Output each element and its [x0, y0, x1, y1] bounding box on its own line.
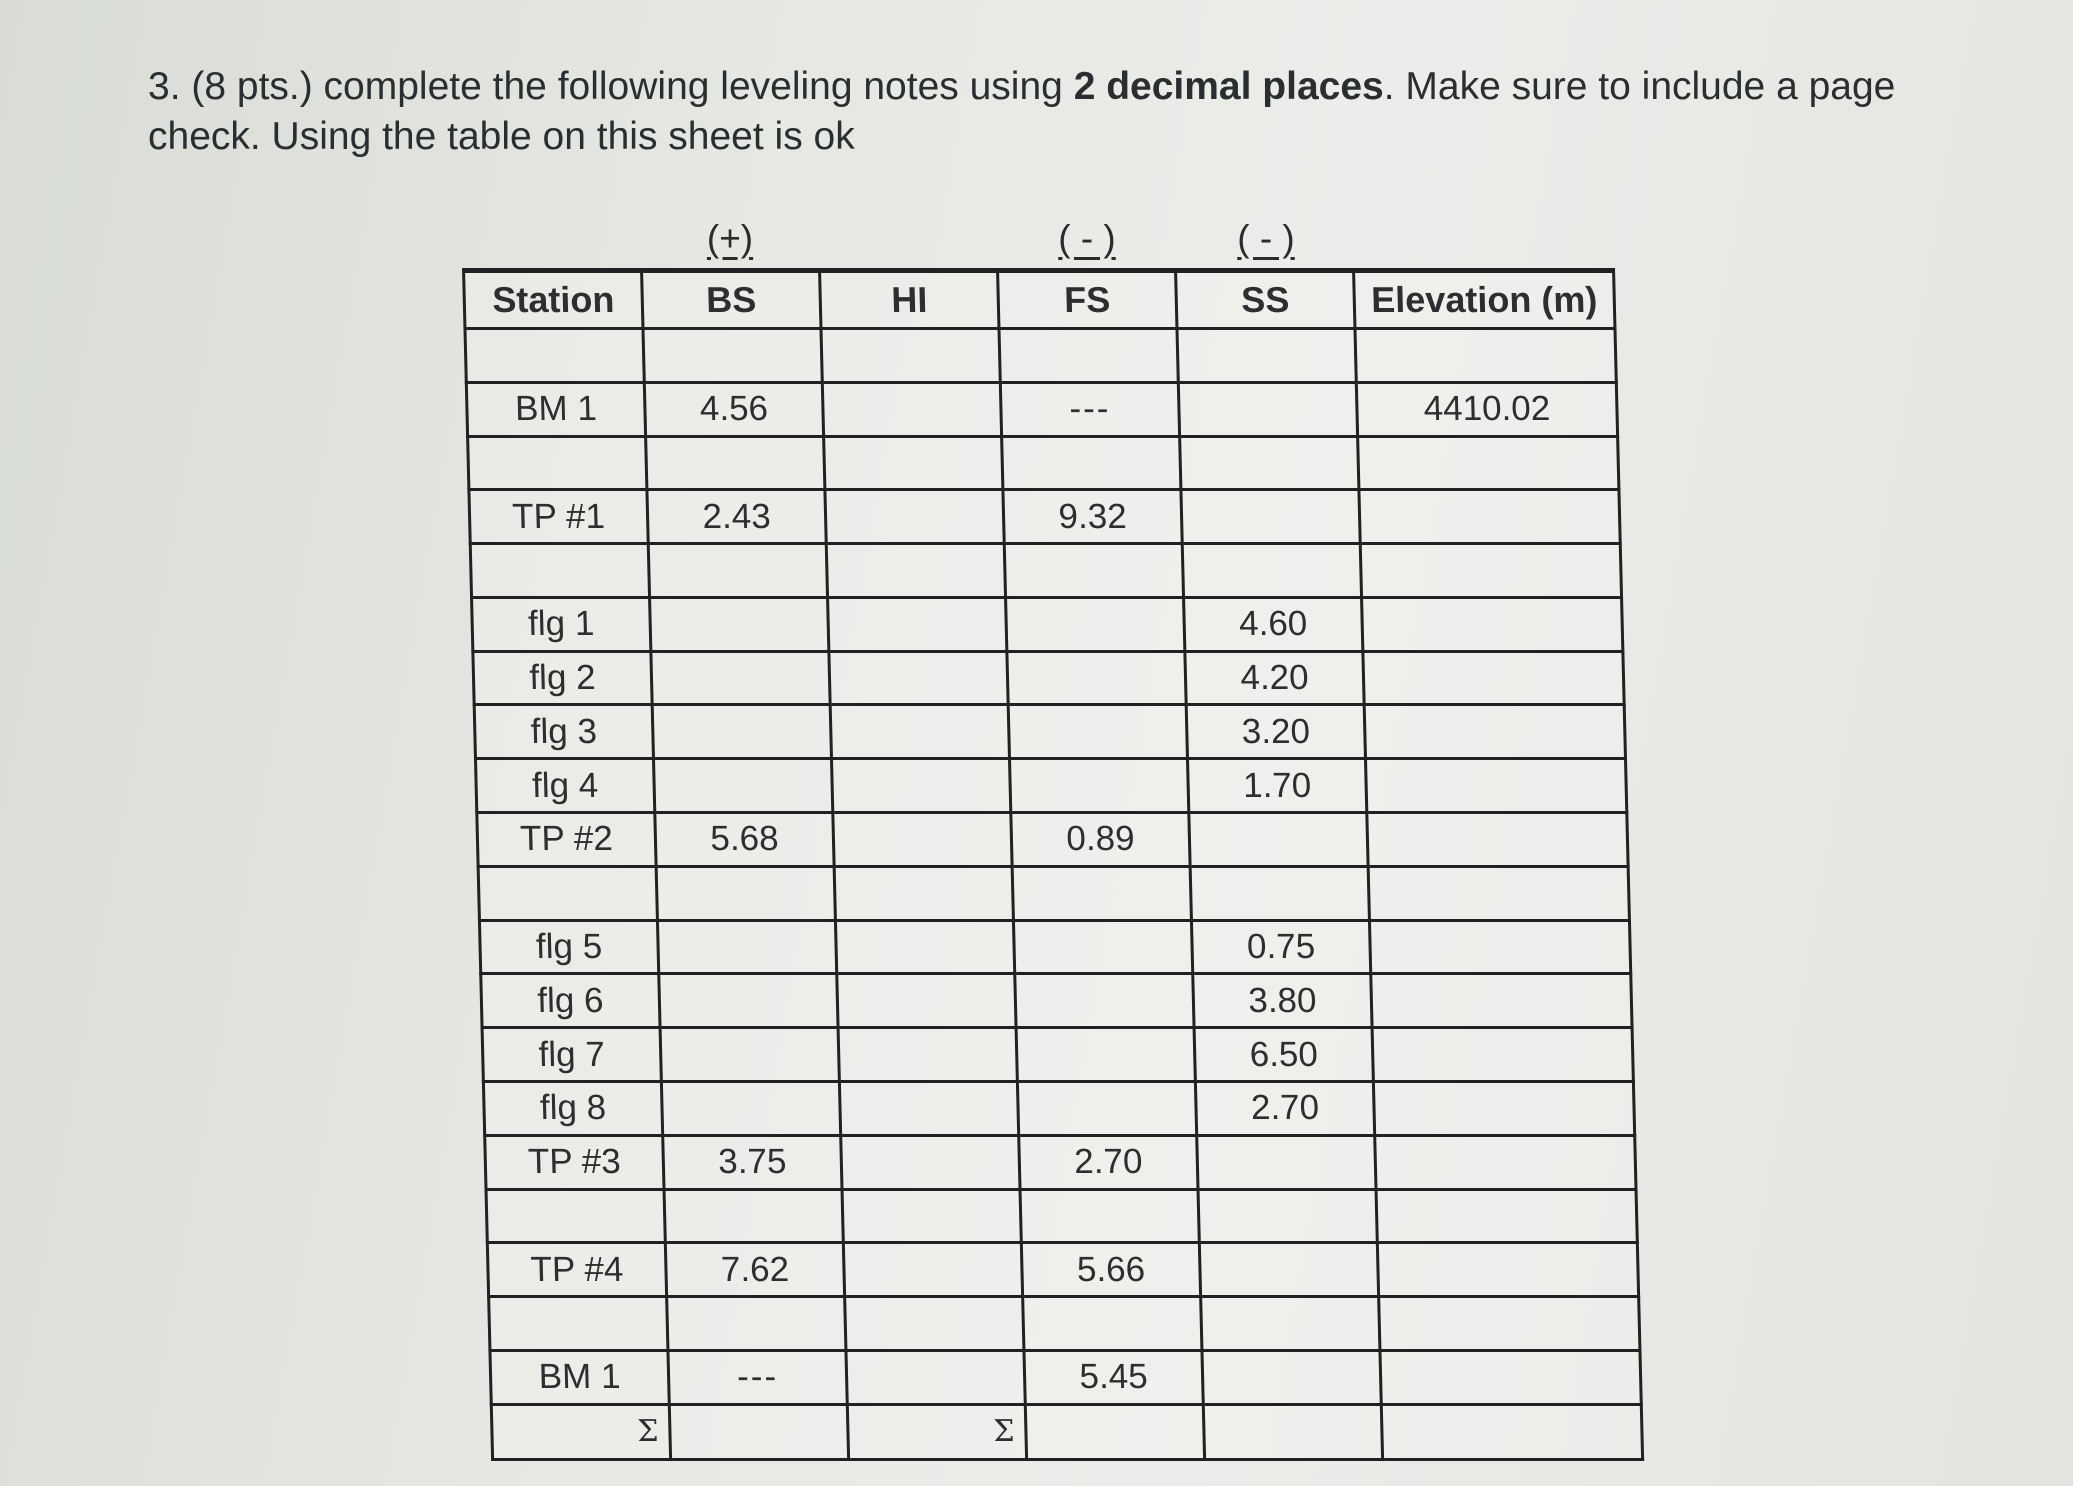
sum-row	[491, 1404, 1642, 1459]
cell-bs[interactable]: 3.75	[663, 1135, 842, 1189]
header-hi: HI	[820, 271, 999, 329]
cell-station[interactable]: flg 3	[474, 705, 653, 759]
cell-station[interactable]: TP #2	[477, 813, 656, 867]
cell-bs[interactable]	[646, 436, 825, 490]
table-row	[473, 651, 1624, 705]
cell-ss[interactable]: 2.70	[1195, 1081, 1374, 1135]
cell-fs[interactable]	[1016, 1028, 1195, 1082]
table-row	[486, 1189, 1637, 1243]
cell-station[interactable]	[468, 436, 647, 490]
table-body	[465, 329, 1643, 1460]
cell-fs[interactable]	[1013, 920, 1192, 974]
sum-ss-value[interactable]	[1203, 1404, 1382, 1459]
cell-elevation[interactable]	[1367, 813, 1628, 867]
cell-station[interactable]: flg 5	[479, 920, 658, 974]
cell-hi[interactable]	[846, 1350, 1025, 1404]
cell-bs[interactable]	[653, 759, 832, 813]
cell-elevation[interactable]	[1369, 920, 1630, 974]
cell-elevation[interactable]	[1359, 490, 1620, 544]
cell-station[interactable]: TP #4	[487, 1243, 666, 1297]
cell-bs[interactable]	[657, 920, 836, 974]
cell-ss[interactable]	[1182, 544, 1361, 598]
cell-station[interactable]: TP #3	[485, 1135, 664, 1189]
leveling-notes-table	[462, 268, 1644, 1461]
cell-bs[interactable]	[667, 1297, 846, 1351]
table-row	[469, 490, 1620, 544]
cell-fs[interactable]: 9.32	[1003, 490, 1182, 544]
cell-elevation[interactable]	[1379, 1297, 1640, 1351]
header-elevation: Elevation (m)	[1354, 271, 1615, 329]
table-row	[481, 974, 1632, 1028]
sum-fs-label: Σ	[847, 1404, 1026, 1459]
header-bs: BS	[642, 271, 821, 329]
cell-fs[interactable]	[1009, 759, 1188, 813]
cell-station[interactable]	[465, 329, 644, 383]
table-row	[479, 920, 1630, 974]
cell-hi[interactable]	[831, 759, 1010, 813]
cell-ss[interactable]	[1199, 1243, 1378, 1297]
cell-fs[interactable]	[1006, 597, 1185, 651]
cell-hi[interactable]	[843, 1243, 1022, 1297]
table-row	[466, 382, 1617, 436]
sum-bs-value[interactable]	[669, 1404, 848, 1459]
cell-fs[interactable]: 5.45	[1024, 1350, 1203, 1404]
cell-bs[interactable]	[652, 705, 831, 759]
table-row	[465, 329, 1616, 383]
table-row	[489, 1297, 1640, 1351]
cell-ss[interactable]: 3.80	[1193, 974, 1372, 1028]
cell-ss[interactable]	[1197, 1135, 1376, 1189]
cell-bs[interactable]	[661, 1081, 840, 1135]
cell-fs[interactable]	[1007, 651, 1186, 705]
bs-sign: (+)	[706, 218, 754, 259]
sum-fs-value[interactable]	[1025, 1404, 1204, 1459]
question-lead: 3. (8 pts.) complete the following leveling notes using	[148, 65, 1074, 108]
cell-ss[interactable]: 1.70	[1187, 759, 1366, 813]
cell-hi[interactable]	[822, 382, 1001, 436]
fs-sign: ( - )	[1058, 218, 1116, 259]
cell-fs[interactable]	[1002, 436, 1181, 490]
cell-elevation[interactable]	[1360, 544, 1621, 598]
table-row	[482, 1028, 1633, 1082]
cell-bs[interactable]	[650, 597, 829, 651]
cell-ss[interactable]	[1201, 1297, 1380, 1351]
cell-fs[interactable]	[1015, 974, 1194, 1028]
cell-ss[interactable]	[1189, 813, 1368, 867]
cell-bs[interactable]	[664, 1189, 843, 1243]
header-station: Station	[464, 271, 643, 329]
cell-hi[interactable]	[839, 1081, 1018, 1135]
cell-station[interactable]: flg 2	[473, 651, 652, 705]
cell-bs[interactable]	[651, 651, 830, 705]
cell-station[interactable]: flg 4	[475, 759, 654, 813]
cell-hi[interactable]	[829, 651, 1008, 705]
cell-station[interactable]: flg 7	[482, 1028, 661, 1082]
cell-elevation[interactable]	[1363, 651, 1624, 705]
table-row	[468, 436, 1619, 490]
cell-elevation[interactable]	[1377, 1243, 1638, 1297]
cell-hi[interactable]	[833, 813, 1012, 867]
cell-hi[interactable]	[834, 866, 1013, 920]
question-text	[148, 62, 1948, 162]
cell-fs[interactable]	[1012, 866, 1191, 920]
cell-fs[interactable]: ---	[1000, 382, 1179, 436]
ss-sign: ( - )	[1237, 218, 1295, 259]
cell-station[interactable]	[470, 544, 649, 598]
cell-elevation[interactable]	[1364, 705, 1625, 759]
cell-bs[interactable]	[643, 329, 822, 383]
cell-station[interactable]: flg 8	[483, 1081, 662, 1135]
cell-elevation[interactable]	[1355, 329, 1616, 383]
column-sign-row	[0, 218, 2073, 274]
cell-fs[interactable]	[1008, 705, 1187, 759]
table-row	[477, 813, 1628, 867]
cell-fs[interactable]	[999, 329, 1178, 383]
cell-hi[interactable]	[824, 436, 1003, 490]
cell-ss[interactable]	[1178, 382, 1357, 436]
cell-hi[interactable]	[838, 1028, 1017, 1082]
cell-station[interactable]	[478, 866, 657, 920]
table-row	[470, 544, 1621, 598]
cell-station[interactable]	[486, 1189, 665, 1243]
cell-ss[interactable]: 4.60	[1184, 597, 1363, 651]
cell-hi[interactable]	[845, 1297, 1024, 1351]
cell-station[interactable]	[489, 1297, 668, 1351]
cell-station[interactable]: BM 1	[490, 1350, 669, 1404]
cell-hi[interactable]	[837, 974, 1016, 1028]
cell-bs[interactable]	[656, 866, 835, 920]
table-row	[487, 1243, 1638, 1297]
sum-elevation-value[interactable]	[1381, 1404, 1642, 1459]
cell-hi[interactable]	[830, 705, 1009, 759]
cell-bs[interactable]: 2.43	[647, 490, 826, 544]
cell-ss[interactable]: 6.50	[1194, 1028, 1373, 1082]
cell-hi[interactable]	[842, 1189, 1021, 1243]
cell-elevation[interactable]: 4410.02	[1356, 382, 1617, 436]
cell-station[interactable]: TP #1	[469, 490, 648, 544]
cell-hi[interactable]	[835, 920, 1014, 974]
cell-elevation[interactable]	[1373, 1081, 1634, 1135]
cell-hi[interactable]	[841, 1135, 1020, 1189]
cell-bs[interactable]	[648, 544, 827, 598]
header-ss: SS	[1176, 271, 1355, 329]
cell-ss[interactable]	[1190, 866, 1369, 920]
cell-elevation[interactable]	[1371, 974, 1632, 1028]
cell-elevation[interactable]	[1362, 597, 1623, 651]
cell-elevation[interactable]	[1365, 759, 1626, 813]
cell-bs[interactable]: 4.56	[644, 382, 823, 436]
cell-bs[interactable]: 5.68	[655, 813, 834, 867]
table-row	[472, 597, 1623, 651]
table-row	[474, 705, 1625, 759]
cell-fs[interactable]	[1020, 1189, 1199, 1243]
table-row	[475, 759, 1626, 813]
cell-ss[interactable]	[1180, 436, 1359, 490]
cell-ss[interactable]: 4.20	[1185, 651, 1364, 705]
cell-elevation[interactable]	[1375, 1135, 1636, 1189]
cell-station[interactable]: flg 1	[472, 597, 651, 651]
cell-elevation[interactable]	[1380, 1350, 1641, 1404]
cell-fs[interactable]	[1004, 544, 1183, 598]
header-row	[464, 271, 1615, 329]
cell-fs[interactable]	[1023, 1297, 1202, 1351]
cell-station[interactable]: flg 6	[481, 974, 660, 1028]
cell-elevation[interactable]	[1376, 1189, 1637, 1243]
cell-hi[interactable]	[825, 490, 1004, 544]
cell-elevation[interactable]	[1372, 1028, 1633, 1082]
cell-fs[interactable]	[1017, 1081, 1196, 1135]
cell-ss[interactable]	[1202, 1350, 1381, 1404]
header-fs: FS	[998, 271, 1177, 329]
cell-fs[interactable]: 5.66	[1021, 1243, 1200, 1297]
sum-bs-label: Σ	[491, 1404, 670, 1459]
table-row	[478, 866, 1629, 920]
table-row	[485, 1135, 1636, 1189]
cell-hi[interactable]	[821, 329, 1000, 383]
cell-ss[interactable]	[1198, 1189, 1377, 1243]
question-rest: . Make sure to include a page check. Using the table on this sheet is ok	[148, 65, 1896, 158]
table-row	[490, 1350, 1641, 1404]
question-bold-emphasis: 2 decimal places	[1073, 65, 1384, 108]
cell-station[interactable]: BM 1	[466, 382, 645, 436]
cell-ss[interactable]	[1177, 329, 1356, 383]
cell-ss[interactable]	[1181, 490, 1360, 544]
leveling-notes-sheet	[462, 268, 1641, 1461]
cell-bs[interactable]	[660, 1028, 839, 1082]
table-row	[483, 1081, 1634, 1135]
cell-elevation[interactable]	[1368, 866, 1629, 920]
cell-bs[interactable]: 7.62	[665, 1243, 844, 1297]
cell-elevation[interactable]	[1358, 436, 1619, 490]
cell-hi[interactable]	[828, 597, 1007, 651]
cell-ss[interactable]: 3.20	[1186, 705, 1365, 759]
cell-fs[interactable]: 0.89	[1011, 813, 1190, 867]
cell-bs[interactable]	[659, 974, 838, 1028]
cell-fs[interactable]: 2.70	[1019, 1135, 1198, 1189]
cell-bs[interactable]: ---	[668, 1350, 847, 1404]
cell-hi[interactable]	[826, 544, 1005, 598]
cell-ss[interactable]: 0.75	[1191, 920, 1370, 974]
